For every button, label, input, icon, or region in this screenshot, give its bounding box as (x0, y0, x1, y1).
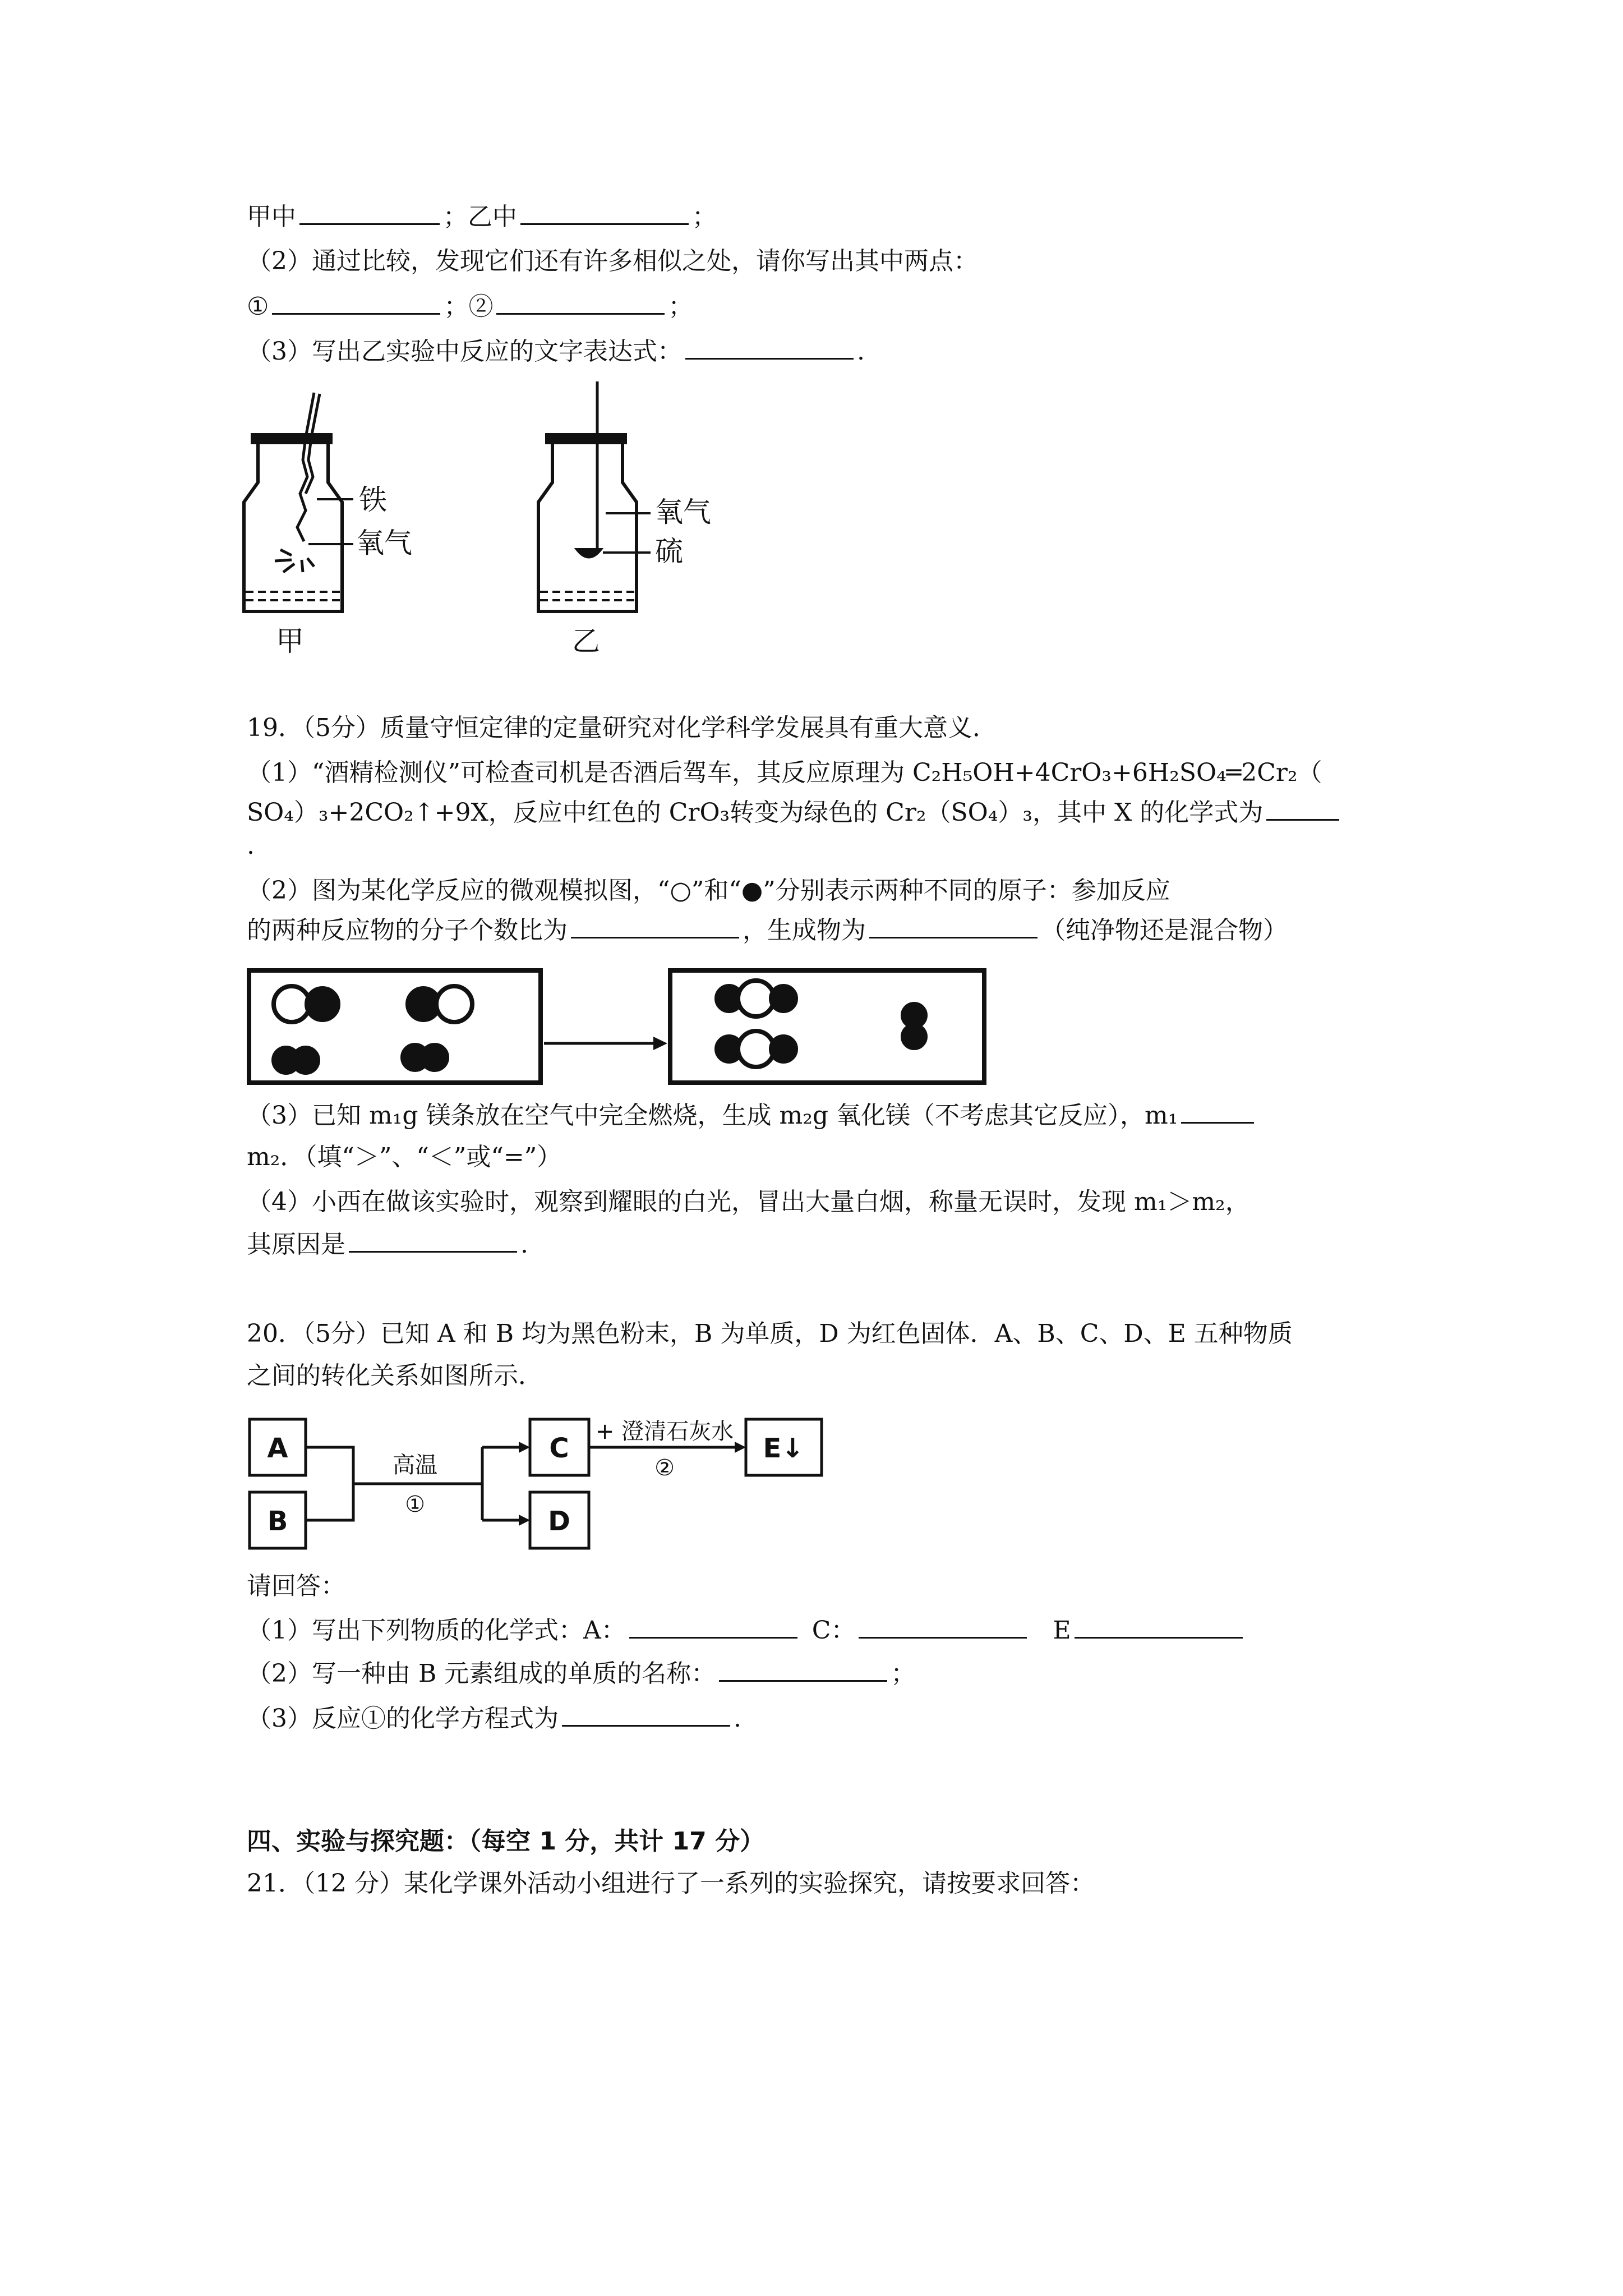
answer-blank[interactable] (571, 914, 739, 938)
section-4-title: 四、实验与探究题：（每空 1 分，共计 17 分） (247, 1827, 765, 1856)
text: ；② (444, 292, 494, 321)
answer-blank[interactable] (299, 201, 440, 225)
bottle-yi (538, 443, 637, 611)
q18-line-2: （2）通过比较，发现它们还有许多相似之处，请你写出其中两点： (247, 247, 978, 275)
q18-line-1 (247, 201, 717, 233)
products-box (670, 970, 984, 1083)
node-B: B (267, 1506, 288, 1537)
text: 甲中 (247, 203, 296, 231)
answer-blank[interactable] (859, 1614, 1027, 1639)
text: C： (811, 1616, 856, 1645)
answer-blank[interactable] (496, 291, 665, 315)
text: . (734, 1704, 741, 1733)
text: 的两种反应物的分子个数比为 (247, 916, 568, 945)
text: ； (668, 292, 693, 321)
q18-line-3 (247, 291, 693, 323)
text: （纯净物还是混合物） (1041, 916, 1288, 945)
label-jia: 甲 (276, 625, 304, 657)
q19-title: 19．（5分）质量守恒定律的定量研究对化学科学发展具有重大意义． (247, 714, 997, 742)
text: 其原因是 (247, 1230, 345, 1259)
text: ① (247, 292, 269, 321)
text: （3）反应①的化学方程式为 (247, 1704, 559, 1733)
answer-blank[interactable] (719, 1658, 887, 1682)
text: SO₄）₃+2CO₂↑+9X，反应中红色的 CrO₃转变为绿色的 Cr₂（SO₄）₃，其中 X 的化学式为 (247, 798, 1264, 827)
label-yi: 乙 (572, 625, 600, 657)
bottle-jia (244, 443, 342, 611)
q19-p3-line2: m₂．（填“＞”、“＜”或“=”） (247, 1143, 562, 1171)
node-C: C (549, 1433, 569, 1464)
condition-limewater: + 澄清石灰水 (595, 1419, 734, 1444)
q19-p1-line1: （1）“酒精检测仪”可检查司机是否酒后驾车，其反应原理为 C₂H₅OH+4CrO₃+6H₂SO₄═2Cr₂（ (247, 758, 1322, 787)
answer-blank[interactable] (272, 291, 440, 315)
q20-p3 (247, 1703, 741, 1734)
q19-p1-line2 (247, 797, 1343, 829)
bottle-lid (252, 435, 331, 443)
q19-p4-line1: （4）小西在做该实验时，观察到耀眼的白光，冒出大量白烟，称量无误时，发现 m₁＞m₂， (247, 1188, 1250, 1216)
q19-p1-line3: . (247, 831, 255, 860)
answer-blank[interactable] (629, 1614, 797, 1639)
answer-blank[interactable] (685, 335, 854, 360)
answer-blank[interactable] (1266, 797, 1339, 821)
q19-p2-line1: （2）图为某化学反应的微观模拟图，“○”和“●”分别表示两种不同的原子：参加反应 (247, 876, 1170, 905)
text: ； (692, 203, 717, 231)
condition-high-temp: 高温 (393, 1452, 437, 1478)
reaction-number-2: ② (654, 1455, 675, 1481)
q20-title-2: 之间的转化关系如图所示． (247, 1361, 543, 1390)
answer-blank[interactable] (349, 1228, 517, 1253)
answer-blank[interactable] (869, 914, 1038, 938)
answer-blank[interactable] (1075, 1614, 1243, 1639)
answer-blank[interactable] (1181, 1099, 1254, 1124)
label-oxygen: 氧气 (356, 527, 412, 559)
text: （3）写出乙实验中反应的文字表达式： (247, 337, 682, 366)
conversion-flow-figure (247, 1414, 841, 1554)
node-A: A (267, 1433, 288, 1464)
text: ；乙中 (443, 203, 517, 231)
q19-p3-line1 (247, 1099, 1257, 1131)
sulfur-spoon (578, 550, 600, 557)
q21-intro: 21．（12 分）某化学课外活动小组进行了一系列的实验探究，请按要求回答： (247, 1869, 1095, 1898)
bottle-lid (547, 435, 625, 443)
text: （3）已知 m₁g 镁条放在空气中完全燃烧，生成 m₂g 氧化镁（不考虑其它反应），m₁ (247, 1101, 1178, 1130)
text: ，生成物为 (743, 916, 866, 945)
sparks (275, 550, 314, 572)
q20-p1 (247, 1614, 1246, 1646)
node-E: E↓ (763, 1433, 804, 1464)
text: （2）写一种由 B 元素组成的单质的名称： (247, 1659, 716, 1688)
q20-p2 (247, 1658, 915, 1690)
label-iron: 铁 (359, 484, 387, 516)
q19-p4-line2 (247, 1228, 528, 1260)
reaction-number-1: ① (405, 1492, 425, 1517)
label-sulfur: 硫 (655, 535, 683, 568)
q20-title: 20．（5分）已知 A 和 B 均为黑色粉末，B 为单质，D 为红色固体．A、B、C、D、E 五种物质 (247, 1319, 1293, 1348)
node-D: D (548, 1506, 570, 1537)
reaction-micro-figure (247, 965, 987, 1094)
combustion-bottles-figure (241, 381, 746, 673)
answer-blank[interactable] (520, 201, 689, 225)
label-oxygen: 氧气 (655, 496, 711, 528)
q20-ask: 请回答： (247, 1572, 345, 1600)
q19-p2-line2 (247, 914, 1288, 946)
text: . (520, 1230, 528, 1259)
answer-blank[interactable] (562, 1703, 730, 1727)
text: ； (891, 1659, 916, 1688)
q18-line-4 (247, 335, 865, 367)
text: E (1053, 1616, 1071, 1645)
text: . (857, 337, 865, 366)
text: （1）写出下列物质的化学式：A： (247, 1616, 626, 1645)
